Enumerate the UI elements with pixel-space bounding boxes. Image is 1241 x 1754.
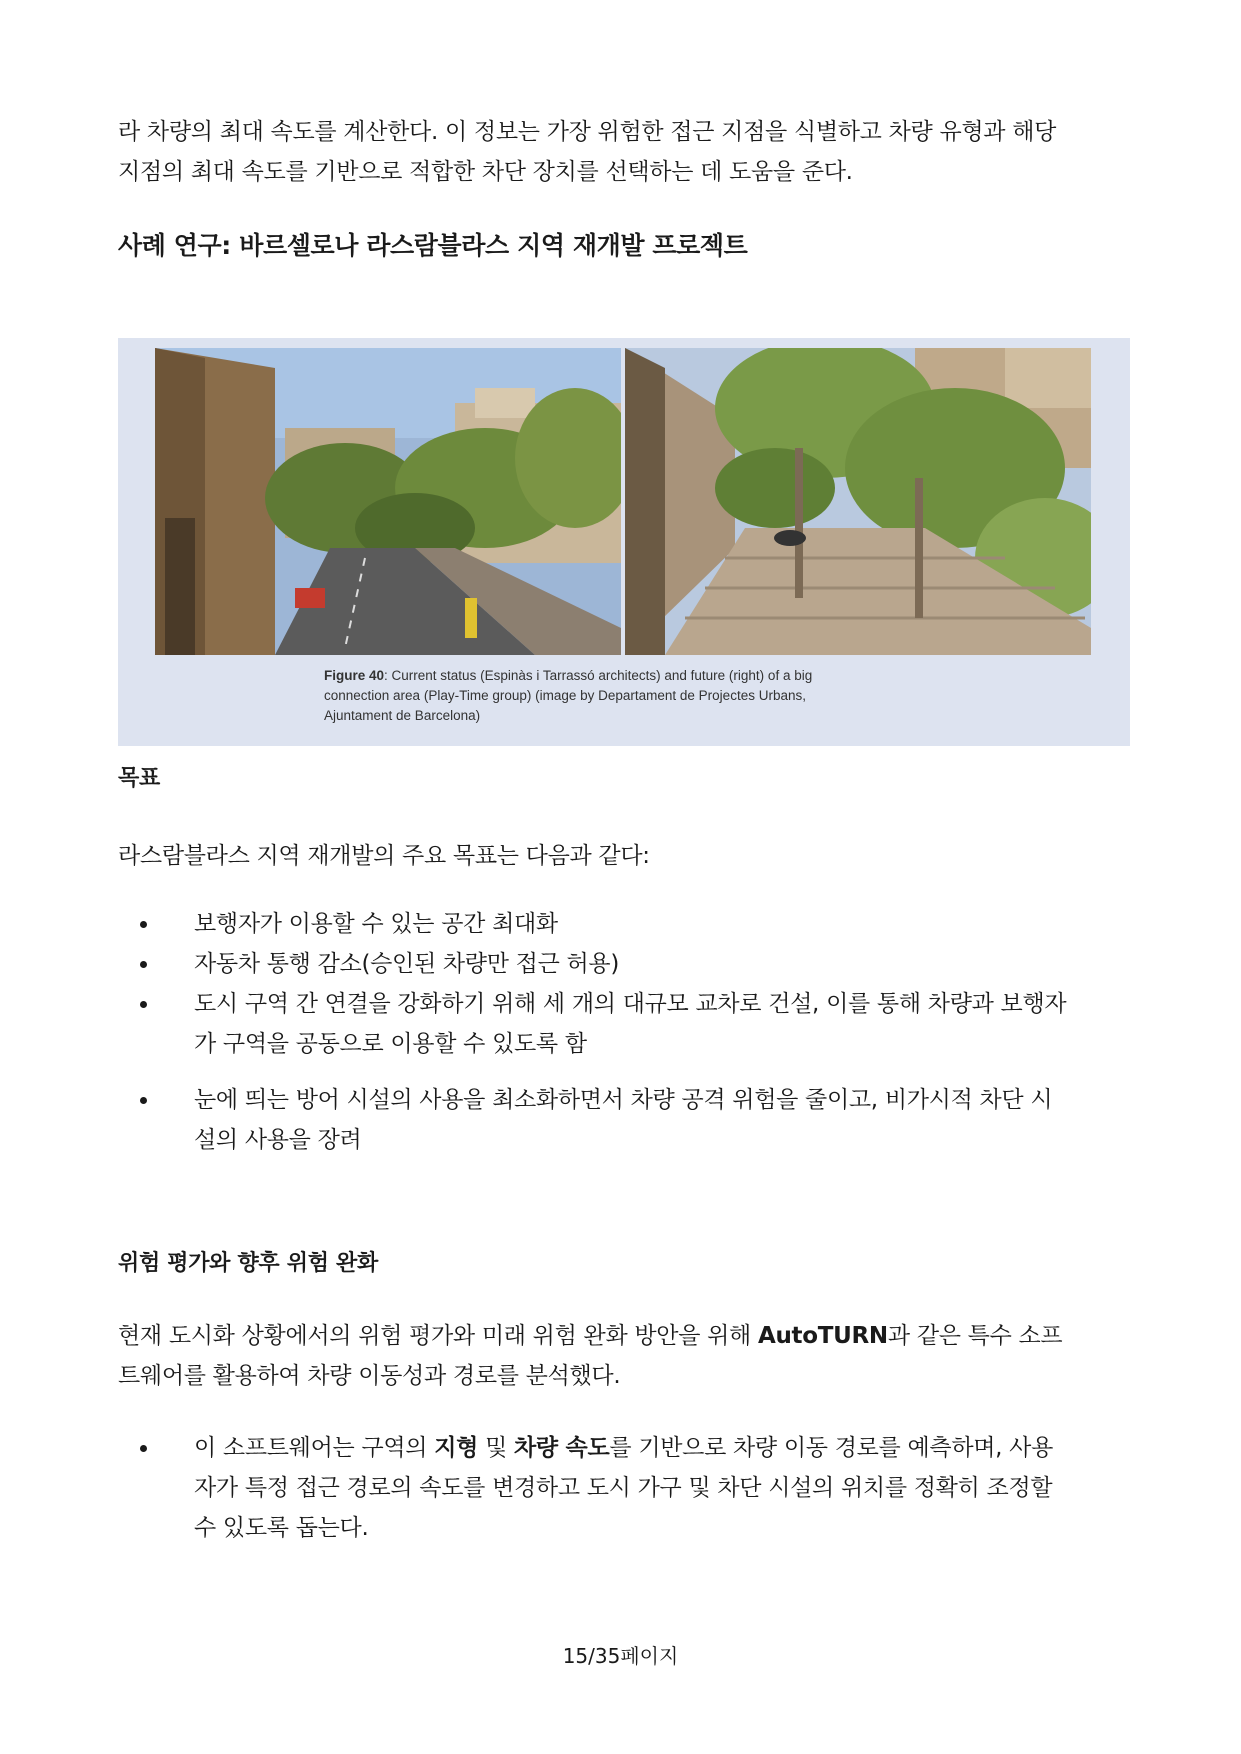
- risk-paragraph-line-2: 트웨어를 활용하여 차량 이동성과 경로를 분석했다.: [118, 1363, 621, 1389]
- goals-intro: 라스람블라스 지역 재개발의 주요 목표는 다음과 같다:: [118, 843, 650, 869]
- risk-list-wrap: [118, 1428, 1130, 1548]
- figure-caption-line-2: connection area (Play-Time group) (image by Departament de Projectes Urbans,: [324, 688, 806, 703]
- page-number: 15/35페이지: [562, 1644, 679, 1668]
- intro-paragraph: [118, 112, 1130, 192]
- goal-item: 눈에 띄는 방어 시설의 사용을 최소화하면서 차량 공격 위험을 줄이고, 비가시적 차단 시 설의 사용을 장려: [118, 1080, 1130, 1160]
- figure-caption-line-1: [324, 666, 884, 686]
- figure-label: Figure 40: [324, 668, 385, 683]
- autoturn-keyword: AutoTURN: [757, 1323, 888, 1349]
- risk-heading: 위험 평가와 향후 위험 완화: [118, 1251, 378, 1276]
- intro-line-2: 지점의 최대 속도를 기반으로 적합한 차단 장치를 선택하는 데 도움을 준다.: [118, 159, 853, 185]
- risk-item-line-3: 수 있도록 돕는다.: [194, 1515, 369, 1541]
- bullet-dot: [140, 921, 147, 928]
- risk-item-line-1: 이 소프트웨어는 구역의 지형 및 차량 속도를 기반으로 차량 이동 경로를 예측하며, 사용: [194, 1435, 1054, 1461]
- intro-line-1: 라 차량의 최대 속도를 계산한다. 이 정보는 가장 위험한 접근 지점을 식별하고 차량 유형과 해당: [118, 119, 1057, 145]
- goals-intro-wrap: [118, 836, 1130, 876]
- risk-list: [118, 1428, 1130, 1548]
- risk-item-line-2: 자가 특정 접근 경로의 속도를 변경하고 도시 가구 및 차단 시설의 위치를 정확히 조정할: [194, 1475, 1053, 1501]
- goals-heading: 목표: [118, 766, 160, 791]
- goal-item: 자동차 통행 감소(승인된 차량만 접근 허용): [118, 944, 1130, 984]
- figure-caption-line-3: Ajuntament de Barcelona): [324, 708, 481, 723]
- goal-item: 보행자가 이용할 수 있는 공간 최대화: [118, 904, 1130, 944]
- risk-paragraph-line-1: 현재 도시화 상황에서의 위험 평가와 미래 위험 완화 방안을 위해 AutoTURN과 같은 특수 소프: [118, 1323, 1063, 1349]
- goals-list-wrap: [118, 904, 1130, 1160]
- figure-caption-text-1: : Current status (Espinàs i Tarrassó architects) and future (right) of a big: [384, 668, 813, 683]
- bullet-dot: [140, 1097, 147, 1104]
- goals-list: [118, 904, 1130, 1160]
- bullet-dot: [140, 1445, 147, 1452]
- risk-heading-wrap: [118, 1246, 1130, 1277]
- goal-item: 도시 구역 간 연결을 강화하기 위해 세 개의 대규모 교차로 건설, 이를 통해 차량과 보행자 가 구역을 공동으로 이용할 수 있도록 함: [118, 984, 1130, 1064]
- figure-box: [118, 338, 1130, 746]
- goals-heading-wrap: [118, 761, 1130, 792]
- figure-photo-future: [625, 348, 1091, 655]
- figure-photo-current: [155, 348, 621, 655]
- bullet-dot: [140, 1001, 147, 1008]
- bullet-dot: [140, 961, 147, 968]
- risk-paragraph: [118, 1316, 1130, 1396]
- case-study-heading-wrap: [118, 226, 1130, 262]
- figure-caption: [324, 666, 884, 726]
- case-study-heading: 사례 연구: 바르셀로나 라스람블라스 지역 재개발 프로젝트: [118, 231, 748, 260]
- risk-item: [118, 1428, 1130, 1548]
